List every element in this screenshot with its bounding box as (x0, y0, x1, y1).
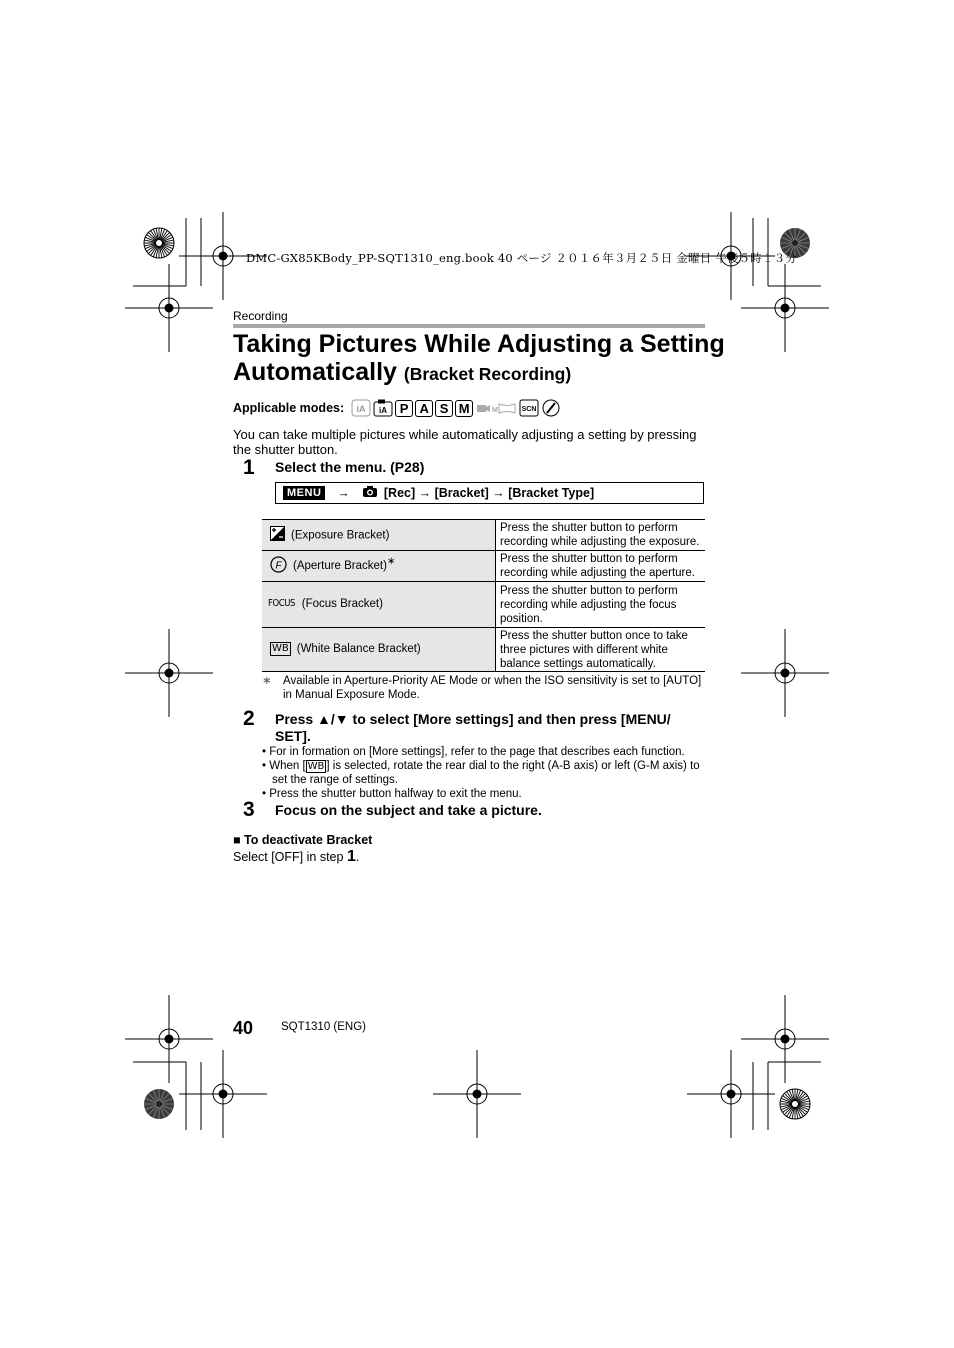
step2-notes (262, 745, 712, 801)
page-title: Taking Pictures While Adjusting a Setting (233, 330, 725, 358)
list-item: • For in formation on [More settings], refer to the page that describes each function. (262, 746, 685, 758)
focus-bracket-desc: Press the shutter button to perform recording while adjusting the focus position. (496, 582, 706, 628)
list-item: • When [ WB ] is selected, rotate the rear dial to the right (A-B axis) or left (G-M axis) to set the range of settings. (262, 760, 700, 786)
footnote-mark: ∗ (386, 556, 396, 568)
intelligent-auto-icon (351, 399, 371, 417)
list-item: • Press the shutter button halfway to exit the menu. (262, 788, 522, 800)
print-header: DMC-GX85KBody_PP-SQT1310_eng.book 40 ページ ２０１６年３月２５日 金曜日 午後５時１３分 (246, 251, 798, 265)
note-more-settings: For in formation on [More settings], refer to the page that describes each function. (269, 746, 685, 758)
applicable-modes (233, 399, 561, 417)
deactivate-heading: ■ To deactivate Bracket (233, 833, 373, 847)
step2-number: 2 (243, 707, 255, 730)
menu-arrow: → (337, 486, 350, 500)
page-title-line2 (233, 358, 571, 387)
page-subtitle: (Bracket Recording) (403, 364, 572, 384)
menu-path: [Rec] → [Bracket] → [Bracket Type] (383, 486, 595, 500)
svg-text:M: M (492, 407, 498, 414)
white-balance-icon: WB (307, 761, 325, 772)
focus-bracket-icon: FOCUS (268, 598, 296, 610)
deactivate-step-ref: 1 (346, 848, 356, 865)
footnote-asterisk: ∗ (262, 675, 272, 687)
bracket-type-table (262, 519, 705, 672)
table-row (262, 628, 705, 672)
menu-path-box (275, 482, 704, 504)
intelligent-auto-plus-icon (373, 399, 393, 417)
exposure-bracket-label: (Exposure Bracket) (291, 529, 390, 542)
step3-text: Focus on the subject and take a picture. (275, 802, 542, 818)
section-rule (233, 324, 705, 328)
step1-number: 1 (243, 456, 255, 479)
aperture-bracket-icon (270, 556, 287, 577)
white-balance-bracket-icon: WB (272, 643, 289, 655)
white-balance-bracket-label: (White Balance Bracket) (296, 643, 421, 656)
deactivate-text-post: . (355, 850, 360, 864)
svg-text:F: F (275, 560, 282, 572)
note-wb-post: ] is selected, rotate the rear dial to the right (A-B axis) or left (G-M axis) to set the range of settings. (272, 760, 700, 786)
section-label: Recording (233, 309, 288, 323)
focus-bracket-label: (Focus Bracket) (301, 598, 383, 611)
svg-text:iA: iA (379, 406, 388, 415)
table-row (262, 551, 705, 582)
table-row (262, 520, 705, 551)
exposure-bracket-desc: Press the shutter button to perform recording while adjusting the exposure. (496, 520, 706, 551)
table-row (262, 582, 705, 628)
camera-icon (362, 485, 378, 501)
creative-video-icon (475, 399, 498, 417)
note-wb-pre: When [ (269, 760, 306, 772)
intro-text: You can take multiple pictures while automatically adjusting a setting by pressing the shutter button. (233, 427, 697, 457)
panorama-icon (497, 399, 517, 417)
mode-m: M (455, 400, 473, 417)
applicable-modes-label: Applicable modes: (233, 401, 345, 415)
svg-text:iA: iA (356, 404, 366, 414)
aperture-bracket-label: (Aperture Bracket) (293, 560, 387, 573)
step2-text: Press ▲/▼ to select [More settings] and then press [MENU/ SET]. (275, 711, 671, 744)
mode-a: A (415, 400, 433, 417)
menu-tag: MENU (283, 486, 325, 500)
page-number: 40 (233, 1018, 254, 1038)
mode-s: S (435, 400, 453, 417)
creative-control-icon (541, 399, 561, 417)
step3-number: 3 (243, 798, 255, 821)
scene-guide-icon (519, 399, 539, 417)
white-balance-bracket-desc: Press the shutter button once to take three pictures with different white balance settings automatically. (496, 628, 706, 672)
document-code: SQT1310 (ENG) (281, 1021, 366, 1033)
exposure-bracket-icon (270, 526, 285, 545)
footnote-text: Available in Aperture-Priority AE Mode or when the ISO sensitivity is set to [AUTO] in Manual Exposure Mode. (283, 675, 702, 701)
step1-text: Select the menu. (P28) (275, 459, 425, 475)
page-title-part2: Automatically (233, 358, 397, 386)
footnote (262, 674, 707, 702)
mode-p: P (395, 400, 413, 417)
aperture-bracket-desc: Press the shutter button to perform recording while adjusting the aperture. (496, 551, 706, 582)
svg-text:SCN: SCN (521, 406, 537, 413)
deactivate-text (233, 848, 359, 866)
deactivate-text-pre: Select [OFF] in step (233, 850, 347, 864)
note-exit-menu: Press the shutter button halfway to exit the menu. (269, 788, 522, 800)
